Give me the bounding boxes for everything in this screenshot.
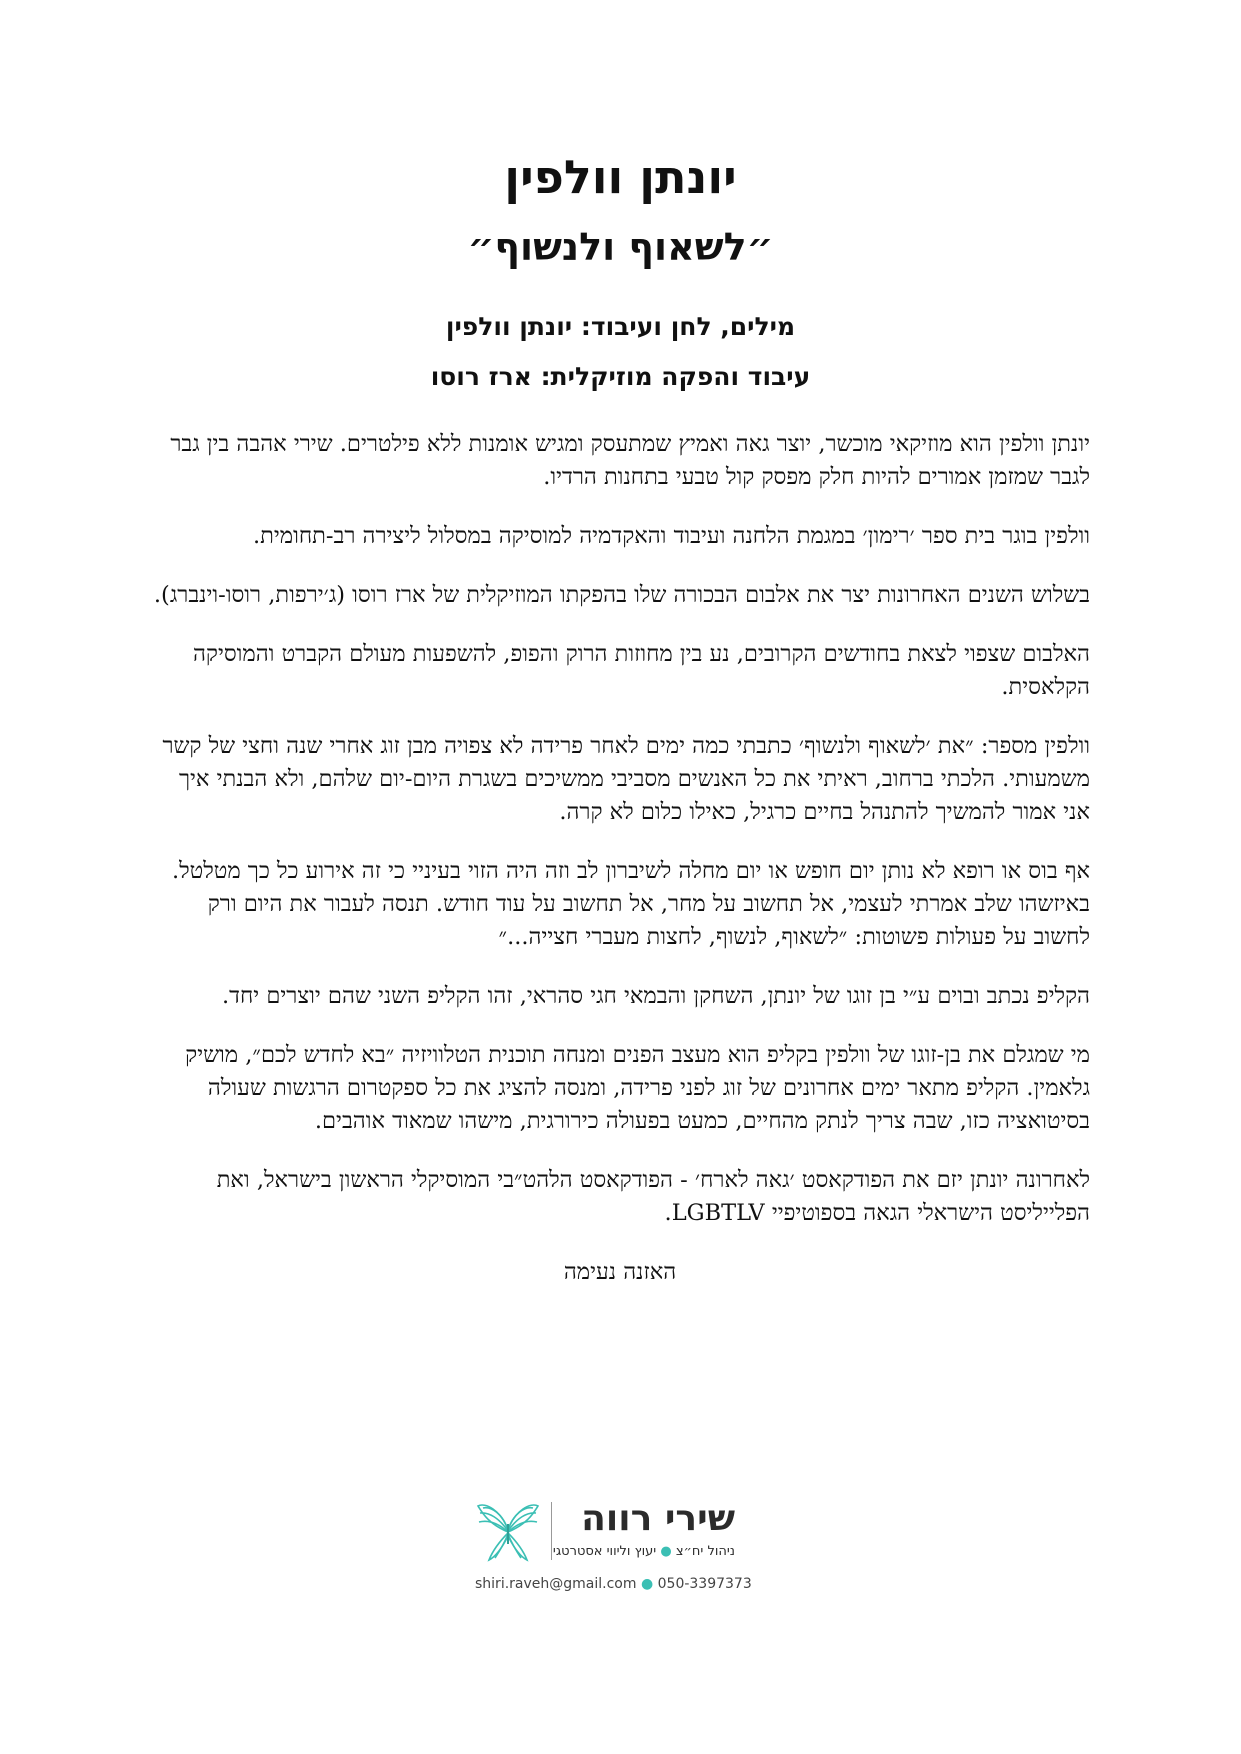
credit-production: עיבוד והפקה מוזיקלית: ארז רוסו xyxy=(430,362,811,391)
paragraph-intro: יונתן וולפין הוא מוזיקאי מוכשר, יוצר גאה ואמיץ שמתעסק ומגיש אומנות ללא פילטרים. שירי אהבה בין גבר לגבר שמזמן אמורים להיות חלק מפסק קול טבעי בתחנות הרדיו. xyxy=(170,431,1090,490)
agency-name: שירי רווה xyxy=(581,1498,735,1539)
paragraph-quote-start: וולפין מספר: ״את ׳לשאוף ולנשוף׳ כתבתי כמה ימים לאחר פרידה לא צפויה מבן זוג אחרי שנה וחצי של קשר משמעותי. הלכתי ברחוב, ראיתי את כל האנשים מסביבי ממשיכים בשגרת היום-יום שלהם, ולא הבנתי איך אני אמור להמשיך להתנהל בחיים כרגיל, כאילו כלום לא קרה. xyxy=(162,733,1090,825)
pr-agency-logo xyxy=(475,1498,775,1566)
paragraph-education: וולפין בוגר בית ספר ׳רימון׳ במגמת הלחנה ועיבוד והאקדמיה למוסיקה במסלול ליצירה רב-תחומית. xyxy=(252,523,1090,549)
butterfly-icon xyxy=(475,1500,541,1564)
separator-dot-icon: ● xyxy=(660,1544,672,1559)
song-title: ״לשאוף ולנשוף״ xyxy=(467,225,774,269)
press-release-body xyxy=(150,428,1090,1315)
phone-number[interactable]: 050-3397373 xyxy=(657,1576,752,1592)
paragraph-quote-end: אף בוס או רופא לא נותן יום חופש או יום מחלה לשיברון לב וזה היה הזוי בעיניי כי זה אירוע כל כך מטלטל. באיזשהו שלב אמרתי לעצמי, אל תחשוב על מחר, אל תחשוב על עוד חודש. תנסה לעבור את היום ורק לחשוב על פעולות פשוטות: ״לשאוף, לנשוף, לחצות מעברי חצייה...״ xyxy=(171,858,1090,950)
pr-agency-footer xyxy=(475,1498,775,1608)
tagline-pr: ניהול יח״צ xyxy=(675,1544,735,1559)
contact-line xyxy=(475,1576,775,1592)
agency-tagline xyxy=(553,1544,735,1559)
paragraph-clip-cast: מי שמגלם את בן-זוגו של וולפין בקליפ הוא מעצב הפנים ומנחה תוכנית הטלוויזיה ״בא לחדש לכם״, מושיק גלאמין. הקליפ מתאר ימים אחרונים של זוג לפני פרידה, ומנסה להציג את כל ספקטרום הרגשות שעולה בסיטואציה כזו, שבה צריך לנתק מהחיים, כמעט בפעולה כירורגית, מישהו שמאוד אוהבים. xyxy=(185,1042,1090,1134)
paragraph-podcast: לאחרונה יונתן יזם את הפודקאסט ׳גאה לארח׳ - הפודקאסט הלהט״בי המוסיקלי הראשון בישראל, ואת הפלייליסט הישראלי הגאה בספוטיפיי LGBTLV. xyxy=(216,1167,1090,1226)
tagline-strategy: יעוץ וליווי אסטרטגי xyxy=(552,1544,657,1559)
artist-name-title: יונתן וולפין xyxy=(504,150,737,204)
paragraph-clip-director: הקליפ נכתב ובוים ע״י בן זוגו של יונתן, השחקן והבמאי חגי סהראי, זהו הקליפ השני שהם יוצרים יחד. xyxy=(222,983,1090,1009)
paragraph-album: בשלוש השנים האחרונות יצר את אלבום הבכורה שלו בהפקתו המוזיקלית של ארז רוסו (ג׳ירפות, רוסו-וינברג). xyxy=(153,582,1090,608)
credit-lyrics-music: מילים, לחן ועיבוד: יונתן וולפין xyxy=(445,312,796,341)
email-link[interactable]: shiri.raveh@gmail.com xyxy=(475,1576,637,1592)
logo-divider xyxy=(551,1502,552,1560)
paragraph-album-style: האלבום שצפוי לצאת בחודשים הקרובים, נע בין מחוזות הרוק והפופ, להשפעות מעולם הקברט והמוסיקה הקלאסית. xyxy=(192,641,1090,700)
separator-dot-icon: ● xyxy=(640,1576,654,1592)
closing-line: האזנה נעימה xyxy=(563,1259,677,1285)
